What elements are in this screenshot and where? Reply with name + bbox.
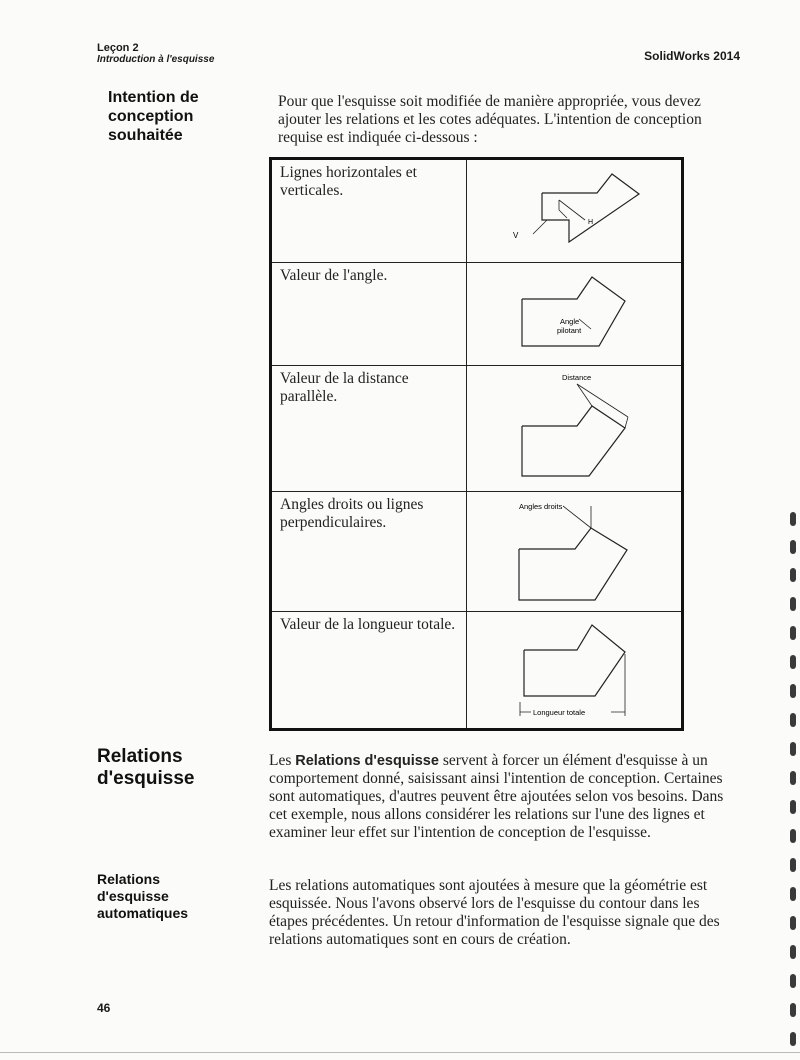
- binding-hole: [790, 974, 796, 988]
- table-cell-sketch: [467, 492, 681, 611]
- table-cell-text: Angles droits ou lignes perpendiculaires.: [272, 492, 467, 611]
- binding-hole: [790, 1032, 796, 1046]
- binding-hole: [790, 684, 796, 698]
- binding-hole: [790, 626, 796, 640]
- table-row: [272, 612, 681, 728]
- sketch-right-angles-figure: [467, 492, 681, 612]
- binding-hole: [790, 858, 796, 872]
- table-cell-text: Valeur de la longueur totale.: [272, 612, 467, 728]
- label-distance: Distance: [562, 373, 592, 382]
- design-intent-table: [269, 157, 684, 731]
- binding-hole: [790, 945, 796, 959]
- heading-line: Intention de: [108, 89, 199, 106]
- heading-automatic-relations: [97, 871, 188, 922]
- label-v: V: [513, 231, 519, 240]
- binding-hole: [790, 829, 796, 843]
- heading-line: conception: [108, 108, 194, 125]
- table-row: [272, 263, 681, 366]
- binding-hole: [790, 771, 796, 785]
- binding-hole: [790, 597, 796, 611]
- heading-line: Relations: [97, 871, 161, 887]
- page-edge-line: [0, 1052, 800, 1053]
- label-angle: Angle: [560, 317, 580, 326]
- table-row: [272, 492, 681, 612]
- table-cell-sketch: [467, 612, 681, 728]
- automatic-relations-paragraph: Les relations automatiques sont ajoutées à mesure que la géométrie est esquissée. Nous l'avons observé lors de l'esquisse du contour dans les étapes précédentes. Un retour d'information de l'esquisse signale que des relations automatiques sont en cours de création.: [269, 877, 720, 948]
- table-cell-sketch: [467, 160, 681, 262]
- label-h: H: [588, 219, 594, 226]
- binding-hole: [790, 887, 796, 901]
- heading-line: souhaitée: [108, 127, 183, 144]
- table-cell-text: Lignes horizontales et verticales.: [272, 160, 467, 262]
- paragraph-rest: servent à forcer un élément d'esquisse à un comportement donné, saisissant ainsi l'intention de conception. Certaines sont automatiques, d'autres peuvent être ajoutées selon vos besoins. Dans cet exemple, nous allons considérer les relations sur l'une des lignes et examiner leur effet sur l'intention de conception de l'esquisse.: [269, 752, 724, 841]
- label-pilotant: pilotant: [557, 326, 582, 335]
- table-cell-text: Valeur de l'angle.: [272, 263, 467, 365]
- design-intent-paragraph: Pour que l'esquisse soit modifiée de manière appropriée, vous devez ajouter les relations et les cotes adéquates. L'intention de conception requise est indiquée ci-dessous :: [278, 93, 702, 146]
- heading-design-intent: [108, 88, 199, 145]
- table-cell-sketch: [467, 263, 681, 365]
- heading-line: d'esquisse: [97, 768, 195, 789]
- binding-hole: [790, 742, 796, 756]
- lead-word: Les: [269, 752, 292, 769]
- table-cell-sketch: [467, 366, 681, 491]
- binding-hole: [790, 655, 796, 669]
- heading-sketch-relations: [97, 746, 194, 790]
- binding-hole: [790, 1003, 796, 1017]
- label-total-length: Longueur totale: [533, 708, 586, 717]
- page-number: 46: [97, 1001, 111, 1015]
- table-cell-text: Valeur de la distance parallèle.: [272, 366, 467, 491]
- sketch-total-length-figure: [467, 612, 681, 728]
- binding-hole: [790, 713, 796, 727]
- binding-hole: [790, 540, 796, 554]
- binding-hole: [790, 512, 796, 526]
- lesson-number: Leçon 2: [97, 42, 139, 54]
- heading-line: Relations: [97, 746, 183, 767]
- table-row: [272, 160, 681, 263]
- heading-line: d'esquisse: [97, 888, 169, 904]
- binding-hole: [790, 568, 796, 582]
- sketch-distance-figure: [467, 366, 681, 492]
- binding-hole: [790, 800, 796, 814]
- binding-hole: [790, 916, 796, 930]
- heading-line: automatiques: [97, 905, 189, 921]
- running-header-product: SolidWorks 2014: [644, 49, 740, 63]
- lesson-subtitle: Introduction à l'esquisse: [97, 54, 215, 65]
- bold-term: Relations d'esquisse: [295, 753, 439, 769]
- sketch-relations-paragraph: [269, 752, 739, 842]
- running-header-lesson: [97, 42, 214, 66]
- sketch-horizontal-vertical-figure: [467, 160, 681, 263]
- label-right-angles: Angles droits: [519, 502, 563, 511]
- table-row: [272, 366, 681, 492]
- sketch-angle-figure: [467, 263, 681, 366]
